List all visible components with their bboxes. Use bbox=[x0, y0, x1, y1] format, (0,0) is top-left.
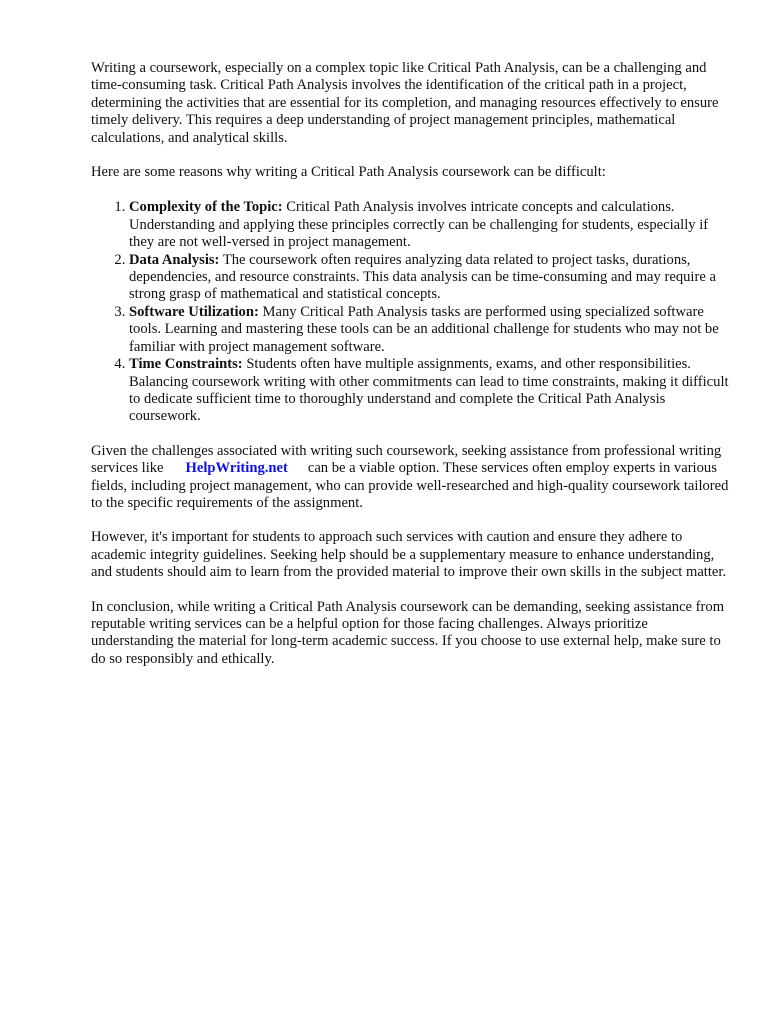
reason-text: Students often have multiple assignments, exams, and other responsibilities. Balancing coursework writing with other commitments can lead to time constraints, making it difficult to dedicate sufficient time to thoroughly understand and complete the Critical Path Analysis coursework. bbox=[129, 356, 729, 425]
conclusion-paragraph: In conclusion, while writing a Critical Path Analysis coursework can be demanding, seeking assistance from reputable writing services can be a helpful option for those facing challenges. Always prioritize understanding the material for long-term academic success. If you choose to use external help, make sure to do so responsibly and ethically. bbox=[91, 598, 725, 667]
list-item bbox=[129, 356, 731, 426]
reason-term: Data Analysis: bbox=[129, 251, 220, 268]
assistance-text-before: Given the challenges associated with writing such coursework, seeking assistance from professional writing services like bbox=[91, 442, 722, 477]
helpwriting-link[interactable]: HelpWriting.net bbox=[185, 460, 288, 477]
reasons-lead-paragraph: Here are some reasons why writing a Critical Path Analysis coursework can be difficult: bbox=[91, 164, 606, 181]
list-item bbox=[129, 199, 731, 251]
list-item bbox=[129, 304, 731, 356]
reason-term: Software Utilization: bbox=[129, 303, 259, 320]
caution-paragraph: However, it's important for students to approach such services with caution and ensure they adhere to academic integrity guidelines. Seeking help should be a supplementary measure to enhance understanding, and students should aim to learn from the provided material to improve their own skills in the subject matter. bbox=[91, 529, 727, 581]
reason-term: Time Constraints: bbox=[129, 356, 243, 373]
reasons-list bbox=[91, 199, 731, 425]
assistance-paragraph bbox=[91, 443, 731, 513]
list-item bbox=[129, 252, 731, 304]
reason-text: The coursework often requires analyzing data related to project tasks, durations, dependencies, and resource constraints. This data analysis can be time-consuming and may require a strong grasp of mathematical and statistical concepts. bbox=[129, 251, 716, 303]
document-body bbox=[91, 60, 731, 685]
intro-paragraph: Writing a coursework, especially on a complex topic like Critical Path Analysis, can be a challenging and time-consuming task. Critical Path Analysis involves the identification of the critical path in a project, determining the activities that are essential for its completion, and managing resources effectively to ensure timely delivery. This requires a deep understanding of project management principles, mathematical calculations, and analytical skills. bbox=[91, 60, 719, 146]
reason-term: Complexity of the Topic: bbox=[129, 199, 283, 216]
assistance-text-after: can be a viable option. These services often employ experts in various fields, including project management, who can provide well-researched and high-quality coursework tailored to the specific requirements of the assignment. bbox=[91, 460, 729, 511]
reason-text: Many Critical Path Analysis tasks are performed using specialized software tools. Learning and mastering these tools can be an additional challenge for students who may not be familiar with project management software. bbox=[129, 303, 719, 355]
reason-text: Critical Path Analysis involves intricate concepts and calculations. Understanding and applying these principles correctly can be challenging for students, especially if they are not well-versed in project management. bbox=[129, 199, 709, 251]
